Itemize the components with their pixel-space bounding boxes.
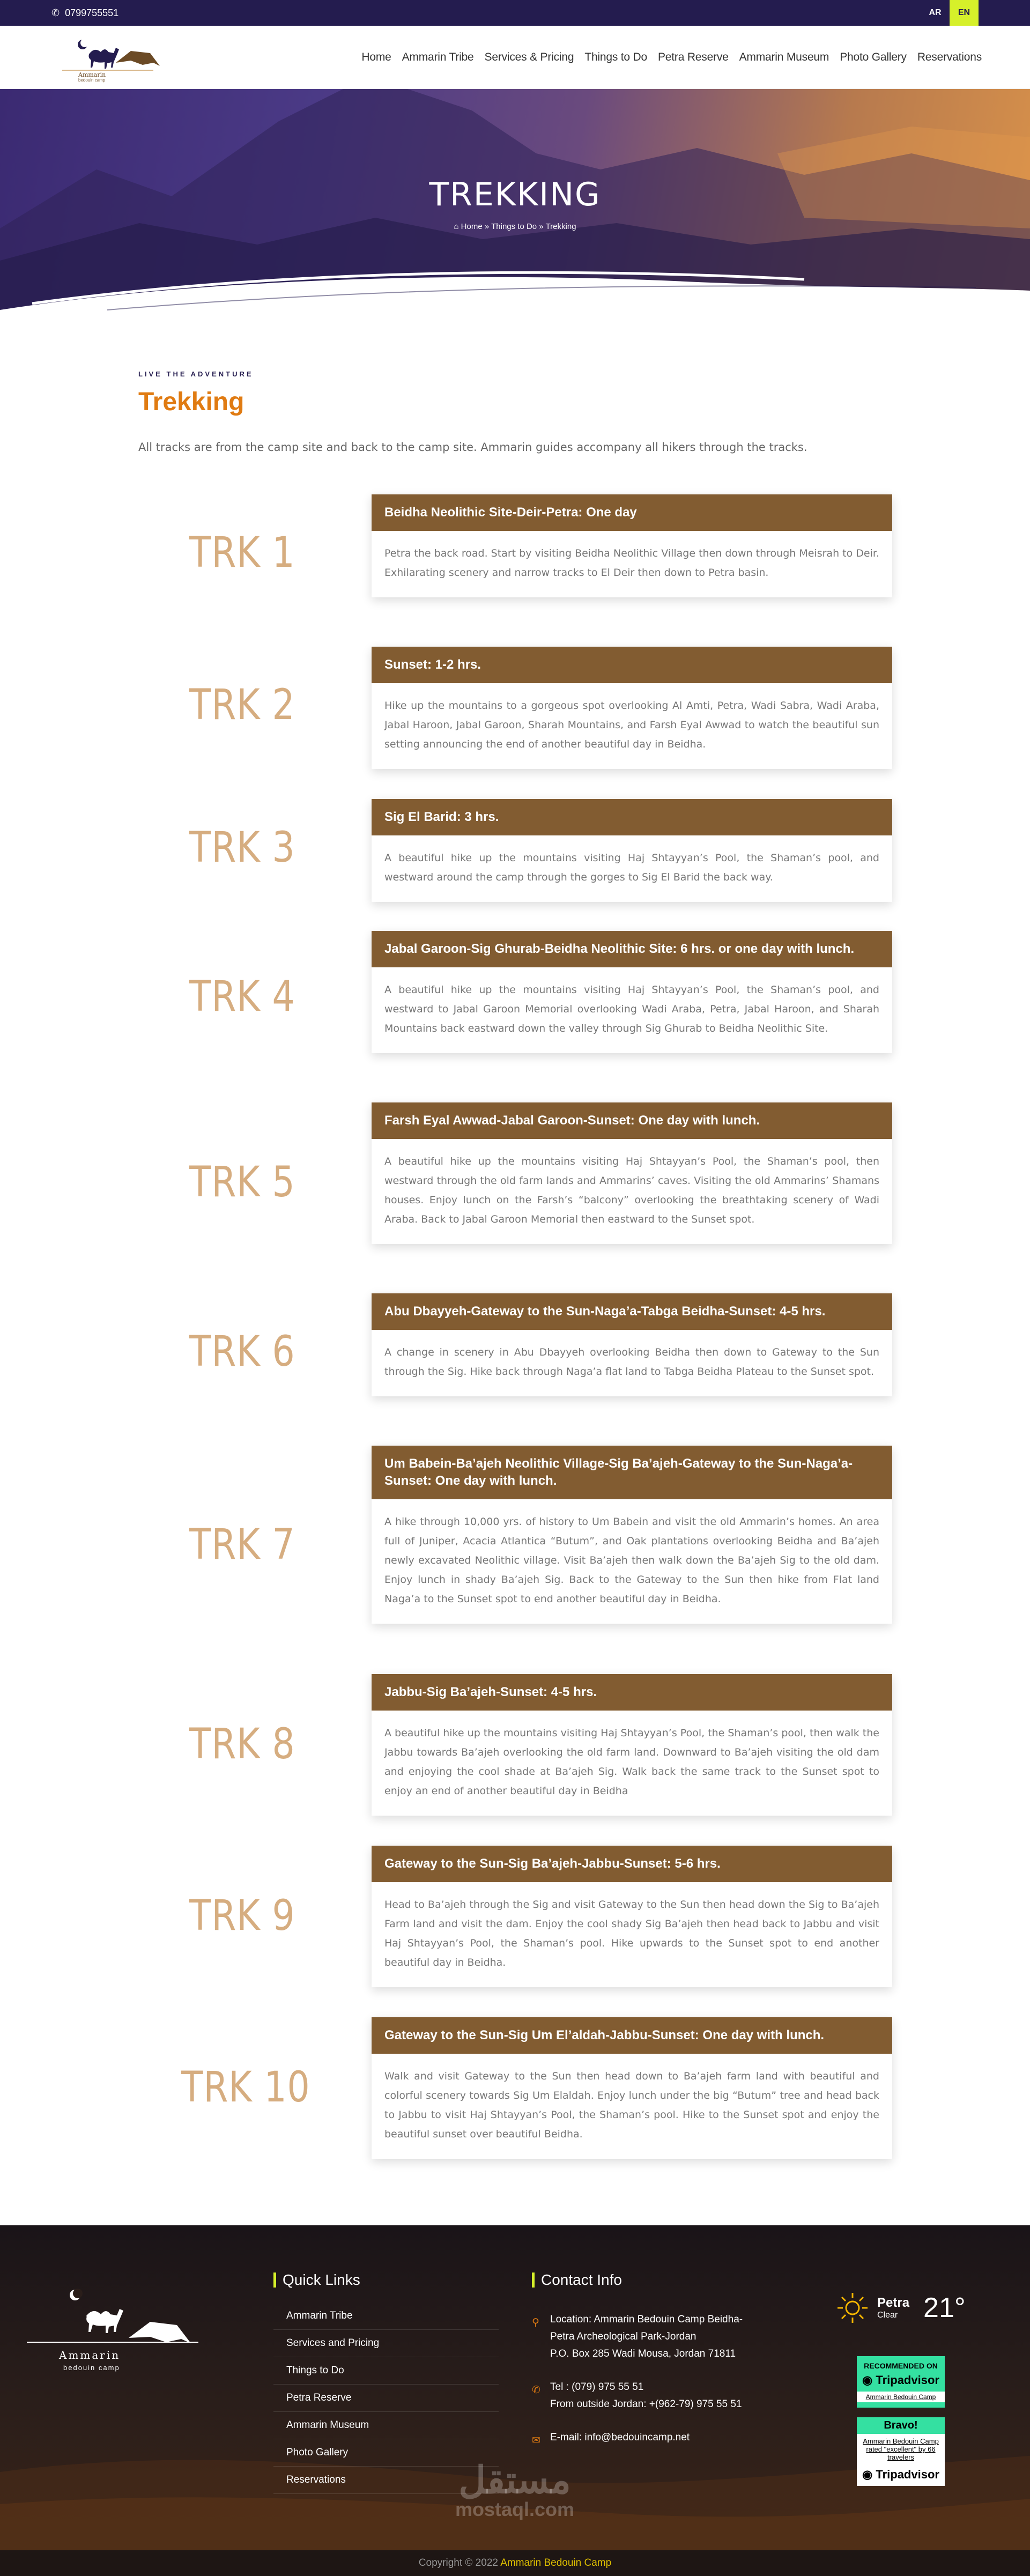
nav-menu [356,51,987,64]
nav-item-petra-reserve[interactable]: Petra Reserve [658,50,729,63]
tripadvisor-brand: Tripadvisor [876,2373,939,2387]
nav-item-reservations[interactable]: Reservations [917,50,982,63]
track-label: TRK 5 [189,1158,295,1206]
watermark-domain: mostaql.com [455,2498,575,2520]
track-label: TRK 8 [189,1720,295,1768]
breadcrumb-separator: » [484,222,490,231]
section-lead: All tracks are from the camp site and back to the camp site. Ammarin guides accompany all hikers through the tracks. [138,441,807,454]
phone-number: 0799755551 [65,7,119,18]
track-card [372,799,892,902]
contact-phone [532,2379,746,2413]
nav-item-ammarin-tribe[interactable]: Ammarin Tribe [402,50,474,63]
envelope-icon: ✉ [532,2435,540,2446]
contact-email [532,2429,746,2449]
language-switcher [921,0,979,26]
track-title: Gateway to the Sun-Sig Um El’aldah-Jabbu-Sunset: One day with lunch. [372,2017,892,2054]
track-card [372,1446,892,1624]
watermark [450,2461,579,2520]
contact-location-text: Location: Ammarin Bedouin Camp Beidha-Petra Archeological Park-Jordan [550,2314,743,2342]
track-label: TRK 9 [189,1892,295,1940]
track-description: Head to Ba’ajeh through the Sig and visit Gateway to the Sun then head down the Sig to Ba’ajeh Farm land and visit the dam. Enjoy the cool shady Sig Ba’ajeh then head back to Jabbu and visit Haj Shtayyan’s Pool, the Shaman’s pool. Hike upwards to the Sunset spot to end another beautiful day in Beidha. [384,1899,879,1968]
breadcrumb [0,222,1030,231]
footer-link-photo-gallery[interactable]: Photo Gallery [273,2439,499,2467]
camel-tent-logo-icon [51,33,169,82]
contact-heading: Contact Info [532,2272,746,2288]
track-label: TRK 2 [189,681,295,729]
track-description: Petra the back road. Start by visiting Beidha Neolithic Village then down through Meisrah to Deir. Exhilarating scenery and narrow tracks to El Deir then down to Petra basin. [384,547,879,579]
track-title: Um Babein-Ba’ajeh Neolithic Village-Sig Ba’ajeh-Gateway to the Sun-Naga’a-Sunset: One day with lunch. [372,1446,892,1499]
tripadvisor-recommended-badge[interactable] [857,2356,945,2408]
section-heading: Trekking [138,388,244,416]
quick-links-heading: Quick Links [273,2272,499,2288]
page-title: TREKKING [429,176,601,213]
footer-logo-subtext: bedouin camp [63,2364,120,2372]
logo-subtext: bedouin camp [78,77,106,83]
phone-icon: ✆ [532,2385,540,2396]
footer-link-things-to-do[interactable]: Things to Do [273,2357,499,2385]
tripadvisor-recommended-text: RECOMMENDED ON [864,2362,938,2370]
home-icon: ⌂ [454,222,459,231]
track-label: TRK 6 [189,1328,295,1376]
lang-ar-button[interactable]: AR [929,8,942,17]
nav-item-home[interactable]: Home [361,50,391,63]
copyright-text: Copyright © 2022 [418,2557,501,2568]
track-title: Gateway to the Sun-Sig Ba’ajeh-Jabbu-Sunset: 5-6 hrs. [372,1846,892,1882]
track-card [372,647,892,769]
sun-icon [835,2291,870,2325]
track-title: Jabal Garoon-Sig Ghurab-Beidha Neolithic Site: 6 hrs. or one day with lunch. [372,931,892,967]
track-title: Sig El Barid: 3 hrs. [372,799,892,835]
breadcrumb-current: Trekking [545,222,576,231]
contact-pobox-text: P.O. Box 285 Wadi Mousa, Jordan 71811 [550,2348,736,2359]
tripadvisor-owl-icon: ◉ Tripadvisor [862,2373,939,2387]
track-title: Farsh Eyal Awwad-Jabal Garoon-Sunset: One day with lunch. [372,1102,892,1139]
track-description: A hike through 10,000 yrs. of history to Um Babein and visit the old Ammarin’s homes. An area full of Juniper, Acacia Atlantica “Butum”, and Oak plantations overlooking Beidha and Ba’ajeh newly excavated Neolithic village. Visit Ba’ajeh then walk down the Ba’ajeh Sig to the old dam. Enjoy lunch in shady Ba’ajeh Sig. Back to the Gateway to the Sun then hike from Flat land Naga’a to the Sunset spot to end another beautiful day in Beidha. [384,1516,879,1605]
track-title: Abu Dbayyeh-Gateway to the Sun-Naga’a-Tabga Beidha-Sunset: 4-5 hrs. [372,1293,892,1330]
contact-email-text[interactable]: E-mail: info@bedouincamp.net [550,2432,690,2443]
breadcrumb-things-to-do[interactable]: Things to Do [491,222,537,231]
track-card [372,1293,892,1396]
track-label: TRK 10 [181,2063,310,2112]
page-hero [0,89,1030,314]
nav-item-photo-gallery[interactable]: Photo Gallery [840,50,907,63]
footer-link-petra-reserve[interactable]: Petra Reserve [273,2385,499,2412]
copyright-bar [0,2550,1030,2576]
track-title: Beidha Neolithic Site-Deir-Petra: One day [372,494,892,531]
nav-item-things-to-do[interactable]: Things to Do [584,50,647,63]
main-navigation [0,26,1030,89]
tripadvisor-brand: Tripadvisor [876,2468,939,2481]
track-label: TRK 4 [189,973,295,1021]
footer-logo-icon[interactable] [21,2279,225,2375]
track-label: TRK 1 [189,529,295,577]
track-title: Jabbu-Sig Ba’ajeh-Sunset: 4-5 hrs. [372,1674,892,1711]
track-description: A beautiful hike up the mountains visiting Haj Shtayyan’s Pool, the Shaman’s pool, and westward to Jabal Garoon Memorial overlooking Wadi Araba, Petra, Jabal Haroon, and Sharah Mountains back eastward down the valley through Sig Ghurab to Beidha Neolithic Site. [384,984,879,1034]
track-label: TRK 3 [189,824,295,872]
contact-tel-intl[interactable]: From outside Jordan: +(962-79) 975 55 51 [550,2399,742,2410]
map-marker-icon: ⚲ [532,2317,539,2328]
track-title: Sunset: 1-2 hrs. [372,647,892,683]
weather-city: Petra [877,2296,910,2310]
track-card [372,2017,892,2159]
top-bar [0,0,1030,26]
track-card [372,1846,892,1987]
track-card [372,1102,892,1244]
track-card [372,931,892,1053]
copyright-brand-link[interactable]: Ammarin Bedouin Camp [500,2557,612,2568]
contact-tel[interactable]: Tel : (079) 975 55 51 [550,2381,644,2393]
tripadvisor-owl-icon: ◉ Tripadvisor [862,2468,939,2481]
phone-icon: ✆ [51,7,60,18]
track-description: Walk and visit Gateway to the Sun then head down to Ba’ajeh farm land with beautiful and colorful scenery towards Sig Um Elaldah. Enjoy lunch under the big “Butum” tree and head back to Jabbu to visit Haj Shtayyan’s Pool, the Shaman’s pool. Hike to the Sunset spot and enjoy the beautiful sunset over beautiful Beidha. [384,2070,879,2140]
bravo-text: Ammarin Bedouin Camp rated "excellent" by 66 travelers [863,2437,939,2461]
logo-text: Ammarin [78,71,106,78]
footer-logo-text: Ammarin [59,2349,121,2362]
weather-condition: Clear [877,2311,898,2320]
track-description: A beautiful hike up the mountains visiting Haj Shtayyan’s Pool, the Shaman’s pool, then westward through the old farm lands and Ammarins’ caves. Visiting the old Ammarins’ Shamans houses. Enjoy lunch on the Farsh’s “balcony” overlooking the breathtaking scenery of Wadi Araba. Back to Jabal Garoon Memorial then eastward to the Sunset spot. [384,1156,879,1225]
nav-item-ammarin-museum[interactable]: Ammarin Museum [739,50,829,63]
site-logo[interactable] [51,33,169,82]
track-card [372,1674,892,1816]
footer-link-ammarin-tribe[interactable]: Ammarin Tribe [273,2303,499,2330]
footer-link-reservations[interactable]: Reservations [273,2467,499,2494]
weather-temperature: 21° [923,2292,966,2323]
track-description: A beautiful hike up the mountains visiting Haj Shtayyan’s Pool, the Shaman’s pool, then walk the Jabbu towards Ba’ajeh overlooking the old farm land. Downward to Ba’ajeh visiting the old dam and enjoying the cool shade at Ba’ajeh Sig. Walk back the same track to the Sunset spot to enjoy an end of another beautiful day in Beidha [384,1727,879,1797]
track-description: A beautiful hike up the mountains visiting Haj Shtayyan’s Pool, the Shaman’s pool, and westward around the camp through the gorges to Sig El Barid the back way. [384,852,879,883]
tripadvisor-bravo-badge[interactable] [857,2417,945,2486]
track-description: Hike up the mountains to a gorgeous spot overlooking Al Amti, Petra, Wadi Sabra, Wadi Araba, Jabal Haroon, Jabal Garoon, Sharah Mountains, and Farsh Eyal Awwad to watch the beautiful sun setting announcing the end of another beautiful day in Beidha. [384,700,879,750]
track-label: TRK 7 [189,1521,295,1569]
watermark-arabic: مستقل [458,2459,571,2501]
nav-item-services-pricing[interactable]: Services & Pricing [484,50,574,63]
lang-en-button[interactable]: EN [950,0,979,26]
section-eyebrow: LIVE THE ADVENTURE [138,370,254,378]
contact-info [532,2272,746,2449]
track-card [372,494,892,597]
phone-contact[interactable] [51,8,118,19]
bravo-title: Bravo! [857,2417,945,2434]
footer-link-ammarin-museum[interactable]: Ammarin Museum [273,2412,499,2439]
breadcrumb-home[interactable]: Home [461,222,483,231]
breadcrumb-separator: » [539,222,544,231]
contact-location [532,2311,746,2363]
tripadvisor-camp-link[interactable]: Ammarin Bedouin Camp [857,2392,945,2402]
weather-widget [835,2291,966,2325]
footer-link-services-pricing[interactable]: Services and Pricing [273,2330,499,2357]
track-description: A change in scenery in Abu Dbayyeh overlooking Beidha then down to Gateway to the Sun through the Sig. Hike back through Naga’a flat land to Tabga Beidha Plateau to the Sunset spot. [384,1346,879,1378]
